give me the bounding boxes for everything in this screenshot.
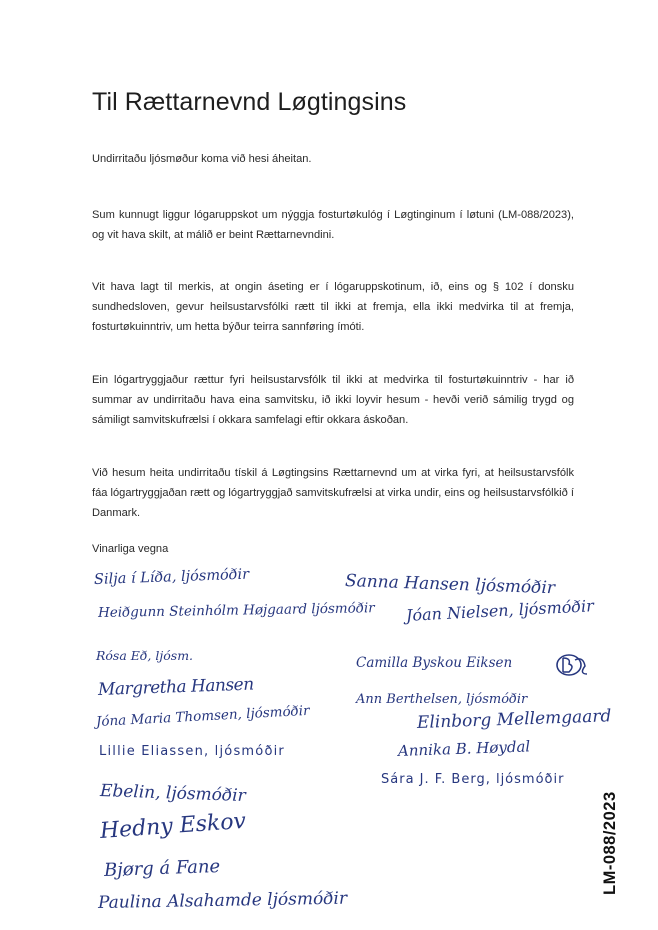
signature: Ebelin, ljósmóðir [99, 781, 247, 807]
signature: Paulina Alsahamde ljósmóðir [97, 888, 348, 913]
signature: Annika B. Høydal [397, 737, 531, 760]
signature: Camilla Byskou Eiksen [356, 655, 513, 671]
paragraph-bill: Sum kunnugt liggur lógaruppskot um nýggja fosturtøkulóg í Løgtinginum í løtuni (LM-088/2023), og vit hava skilt, at málið er beint Rættarnevndini. [92, 209, 574, 241]
signature: Lillie Eliassen, ljósmóðir [99, 744, 285, 759]
paragraph-missing-clause: Vit hava lagt til merkis, at ongin áseting er í lógaruppskotinum, ið, eins og § 102 í donsku sundhedsloven, gevur heilsustarvsfólki rætt til ikki at fremja, ella ikki medvirka til at fremja, fosturtøkuinntriv, um hetta býður teirra sannføring ímóti. [92, 281, 574, 333]
document-id-stamp: LM-088/2023 [601, 791, 619, 895]
paragraph-request: Við hesum heita undirritaðu tískil á Løgtingsins Rættarnevnd um at virka fyri, at heilsustarvsfólk fáa lógartryggjaðan rætt og lógartryggjað samvitskufrælsi at virka undir, eins og heilsustarvsfólkið í Danmark. [92, 467, 574, 519]
signature: Sára J. F. Berg, ljósmóðir [381, 772, 565, 787]
signature: Margretha Hansen [97, 674, 254, 700]
letter-title: Til Rættarnevnd Løgtingsins [92, 88, 407, 116]
signature: Elinborg Mellemgaard [416, 706, 612, 733]
signature: Jóna Maria Thomsen, ljósmóðir [95, 702, 310, 730]
signature: Jóan Nielsen, ljósmóðir [405, 596, 595, 625]
signature: Bjørg á Fane [103, 855, 221, 881]
paragraph-intro: Undirritaðu ljósmøður koma við hesi áheitan. [92, 153, 312, 165]
paragraph-conscience: Ein lógartryggjaður rættur fyri heilsustarvsfólk til ikki at medvirka til fosturtøkuinntriv - har ið summar av undirritaðu hava eina samvitsku, ið ikki loyvir hesum - hevði verið sámilig trygd og sámiligt samvitskufrælsi í okkara samfelagi eftir okkara áskoðan. [92, 374, 574, 426]
signature: Ann Berthelsen, ljósmóðir [356, 692, 528, 707]
signature: Sanna Hansen ljósmóðir [344, 571, 556, 599]
monogram-signature [555, 652, 589, 678]
signature: Silja í Líða, ljósmóðir [93, 566, 250, 588]
signature: Rósa Eð, ljósm. [96, 648, 194, 663]
signature: Hedny Eskov [99, 808, 247, 844]
signature: Heiðgunn Steinhólm Højgaard ljósmóðir [97, 600, 375, 621]
closing-line: Vinarliga vegna [92, 543, 169, 555]
